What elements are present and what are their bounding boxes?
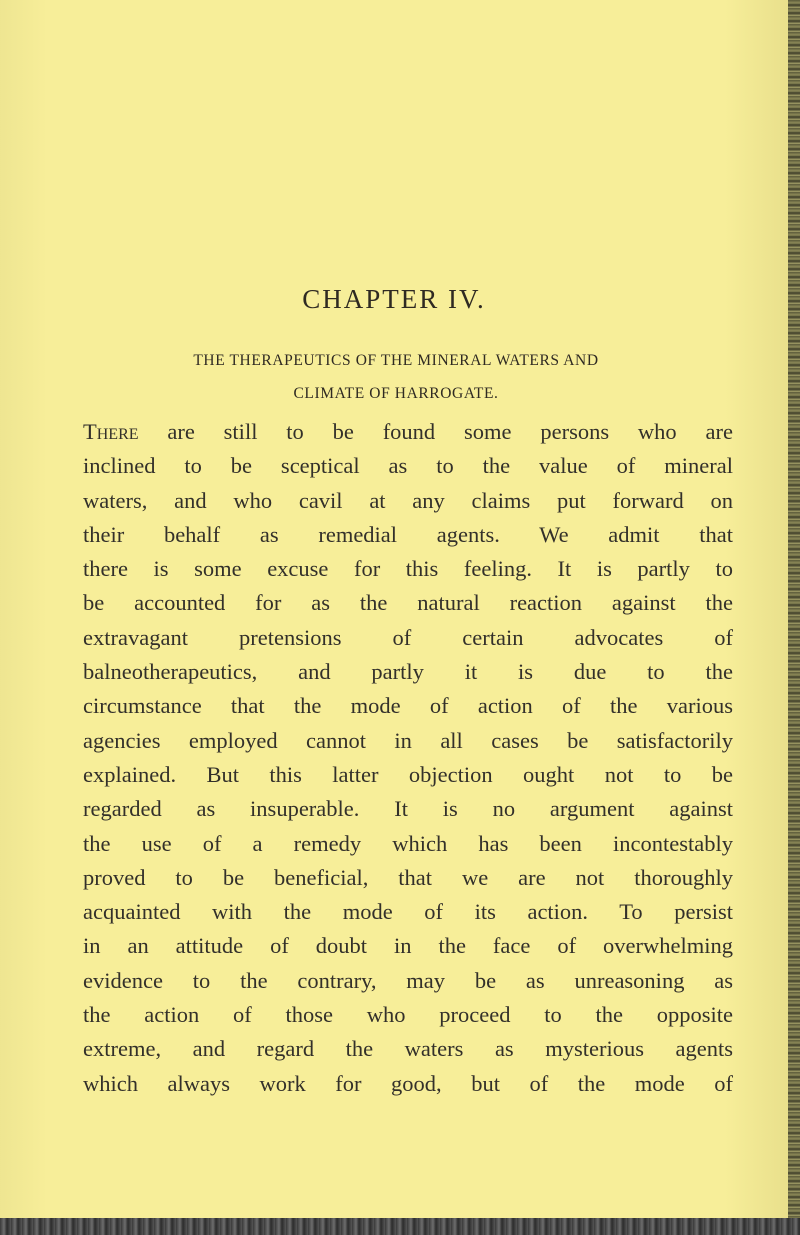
- text-line: regarded as insuperable. It is no argument against: [83, 796, 733, 822]
- text-line: extreme, and regard the waters as mysterious agents: [83, 1036, 733, 1062]
- book-fore-edge: [788, 0, 800, 1235]
- subtitle-line-2: CLIMATE OF HARROGATE.: [293, 385, 499, 402]
- text-line: agencies employed cannot in all cases be satisfactorily: [83, 727, 733, 753]
- text-line-rest: are still to be found some persons who are: [167, 419, 733, 444]
- chapter-subtitle: [72, 344, 720, 410]
- text-line: [83, 415, 733, 449]
- text-line: acquainted with the mode of its action. To persist: [83, 899, 733, 925]
- text-line: extravagant pretensions of certain advocates of: [83, 624, 733, 650]
- text-line: the action of those who proceed to the opposite: [83, 1002, 733, 1028]
- chapter-title: CHAPTER IV.: [302, 284, 486, 314]
- text-line: inclined to be sceptical as to the value of mineral: [83, 453, 733, 479]
- text-line: proved to be beneficial, that we are not thoroughly: [83, 864, 733, 890]
- text-line: explained. But this latter objection ought not to be: [83, 761, 733, 787]
- opening-word: There: [83, 419, 139, 444]
- text-line: circumstance that the mode of action of the various: [83, 693, 733, 719]
- text-line: evidence to the contrary, may be as unreasoning as: [83, 967, 733, 993]
- text-line: be accounted for as the natural reaction against the: [83, 590, 733, 616]
- text-line: waters, and who cavil at any claims put forward on: [83, 487, 733, 513]
- subtitle-line-1: THE THERAPEUTICS OF THE MINERAL WATERS AND: [193, 352, 599, 369]
- text-line: in an attitude of doubt in the face of overwhelming: [83, 933, 733, 959]
- text-line: the use of a remedy which has been incontestably: [83, 830, 733, 856]
- text-line: which always work for good, but of the mode of: [83, 1070, 733, 1096]
- book-bottom-edge: [0, 1218, 800, 1235]
- text-line: balneotherapeutics, and partly it is due to the: [83, 659, 733, 685]
- text-line: there is some excuse for this feeling. It is partly to: [83, 556, 733, 582]
- text-line: their behalf as remedial agents. We admit that: [83, 521, 733, 547]
- body-paragraph: [83, 415, 733, 1101]
